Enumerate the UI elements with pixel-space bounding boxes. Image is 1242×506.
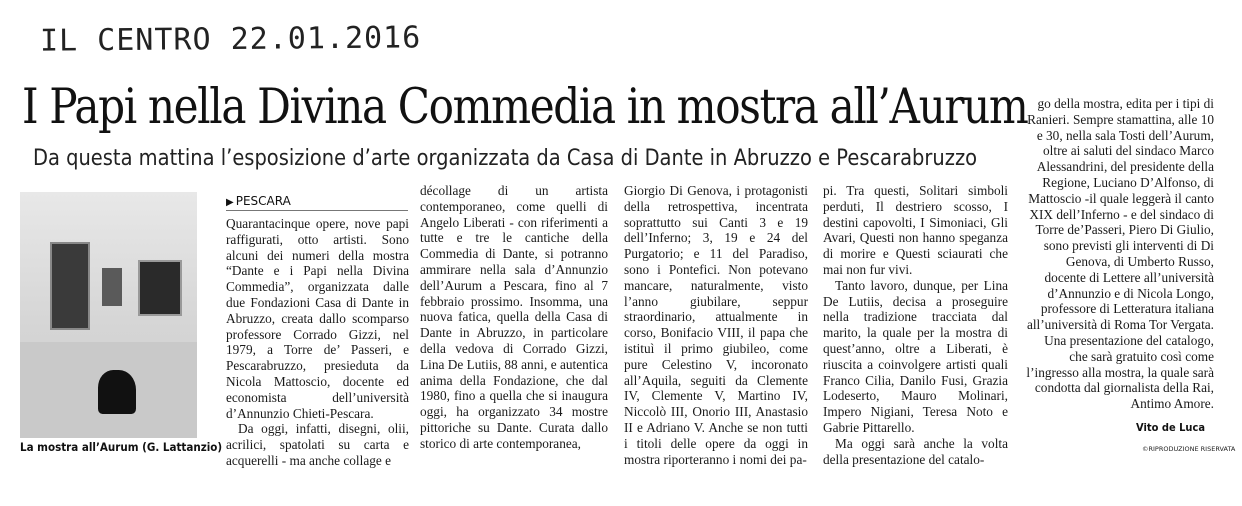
article-paragraph: Tanto lavoro, dunque, per Lina De Lutiis, decisa a proseguire nella tradizione tracciata dal marito, la quale per la mostra di quest’anno, oltre a Liberati, è riuscita a coinvolgere artisti quali Franco Cilia, Danilo Fusi, Grazia Lodeserto, Mauro Molinari, Impero Nigiani, Teresa Noto e Gabrie Pittarello.	[823, 277, 1008, 435]
rights-notice: ©RIPRODUZIONE RISERVATA	[1142, 445, 1236, 453]
photo-painting-left	[50, 242, 90, 330]
section-name: PESCARA	[235, 194, 291, 208]
article-paragraph: Giorgio Di Genova, i protagonisti della retrospettiva, incentrata soprattutto sui Canti 3 e 19 dell’Inferno; 3, 19 e 24 del Purgatorio; e 11 del Paradiso, sono i Pontefici. Non potevano mancare, naturalmente, visto l’anno giubilare, seppur straordinario, attualmente in corso, Bonifacio VIII, il papa che istituì il primo giubileo, come pure Celestino V, incoronato all’Aquila, seguiti da Clemente IV, Clemente V, Martino IV, Niccolò III, Onorio III, Anastasio II e Adriano V. Anche se non tutti i titoli delle opere da oggi in mostra riporteranno i nomi dei pa-	[624, 183, 808, 467]
headline: I Papi nella Divina Commedia in mostra all’Aurum	[22, 78, 1028, 135]
photo-sculpture	[98, 370, 136, 414]
section-arrow-icon: ▶	[226, 197, 234, 208]
article-paragraph: Quarantacinque opere, nove papi raffigurati, otto artisti. Sono alcuni dei numeri della mostra “Dante e i Papi nella Divina Commedia”, organizzata dalle due Fondazioni Casa di Dante in Abruzzo, creata dallo scomparso professore Corrado Gizzi, nel 1979, a Torre de’ Passeri, e Pescarabruzzo, presieduta da Nicola Mattoscio, docente ed economista dell’università d’Annunzio Chieti-Pescara.	[226, 216, 409, 421]
article-paragraph: pi. Tra questi, Solitari simboli perduti, Il destriero scosso, I destini capovolti, I Simoniaci, Gli Avari, Questi non hanno speganza di morire e Questi sciaurati che mai non fur vivi.	[823, 183, 1008, 277]
photo-painting-right	[138, 260, 182, 316]
byline: Vito de Luca	[1136, 421, 1206, 434]
article-column-2	[420, 183, 608, 452]
article-paragraph: décollage di un artista contemporaneo, come quelli di Angelo Liberati - con riferimenti a tutte e tre le cantiche della Commedia di Dante, si potranno ammirare nella sala d’Annunzio dell’Aurum a Pescara, fino al 7 febbraio prossimo. Insomma, una nuova fatica, quella della Casa di Dante in Abruzzo, in particolare della vedova di Corrado Gizzi, Lina De Lutiis, 88 anni, e autentica anima della Fondazione, che dal 1980, fino a quella che si inaugura oggi, ha organizzato 34 mostre pittoriche su Dante. Curata dallo storico di arte contemporanea,	[420, 183, 608, 451]
article-column-3	[624, 183, 808, 467]
section-label	[226, 194, 291, 208]
subheadline: Da questa mattina l’esposizione d’arte organizzata da Casa di Dante in Abruzzo e Pescarabruzzo	[33, 146, 978, 171]
article-column-1	[226, 216, 409, 469]
photo-painting-center	[102, 268, 122, 306]
handwritten-source-note: IL CENTRO 22.01.2016	[39, 20, 422, 59]
article-column-5	[1024, 96, 1214, 412]
article-paragraph: Ma oggi sarà anche la volta della presentazione del catalo-	[823, 435, 1008, 467]
article-column-4	[823, 183, 1008, 467]
article-paragraph: Da oggi, infatti, disegni, olii, acrilici, spatolati su carta e acquerelli - ma anche collage e	[226, 421, 409, 468]
article-paragraph: go della mostra, edita per i tipi di Ranieri. Sempre stamattina, alle 10 e 30, nella sala Tosti dell’Aurum, oltre ai saluti del sindaco Marco Alessandrini, del presidente della Regione, Luciano D’Alfonso, di Mattoscio -il quale leggerà il canto XIX dell’Inferno - e del sindaco di Torre de’Passeri, Piero Di Giulio, sono previsti gli interventi di Di Genova, di Umberto Russo, docente di Lettere all’università d’Annunzio e di Nicola Longo, professore di Letteratura italiana all’università di Roma Tor Vergata. Una presentazione del catalogo, che sarà gratuito così come l’ingresso alla mostra, la quale sarà condotta dal giornalista della Rai, Antimo Amore.	[1026, 96, 1214, 412]
exhibition-photo	[20, 192, 197, 438]
photo-caption: La mostra all’Aurum (G. Lattanzio)	[20, 440, 223, 454]
section-divider	[226, 210, 408, 211]
